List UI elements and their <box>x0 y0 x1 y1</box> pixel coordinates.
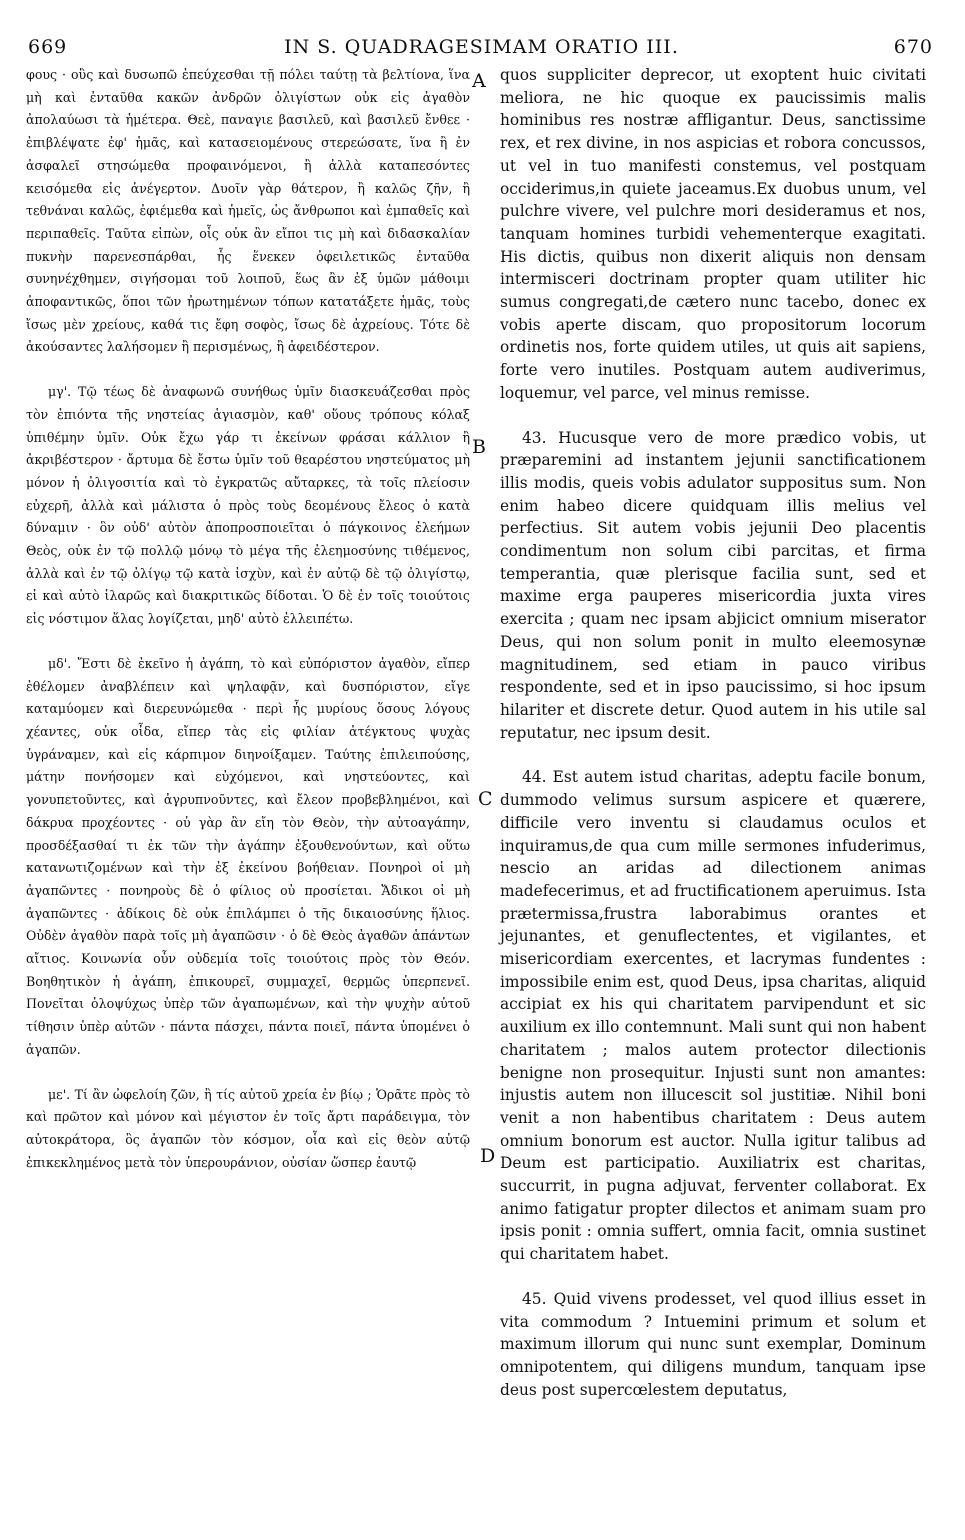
latin-paragraph: 45. Quid vivens prodesset, vel quod illius esset in vita commodum ? Intuemini primum et solum et maximum illorum qui nunc sunt exemplar, Dominum omnipotentem, qui diligens mundum, tanquam ipse deus post supercœlestem deputatus, <box>500 1289 926 1399</box>
section-marker-a: A <box>472 70 486 92</box>
section-marker-b: B <box>472 436 486 458</box>
greek-paragraph: μγ'. Τῷ τέως δὲ ἀναφωνῶ συνήθως ὑμῖν διασκευάζεσθαι πρὸς τὸν ἐπιόντα τῆς νηστείας ἁγιασμὸν, καθ' οὕους τρόπους κόλαξ ὑπιθέμην ὑμῖν. Οὐκ ἔχω γάρ τι ἐκείνων φράσαι κάλλιον ἢ ἀκριβέστερον · ἄρτυμα δὲ ἔστω ὑμῖν τοῦ θεαρέστου νηστεύματος μὴ μόνον ἡ ὀλιγοσιτία καὶ τὸ ἐγκρατῶς αὔταρκες, τὰ τοῖς πλείοσιν εὐχερῆ, ἀλλὰ καὶ μάλιστα ὁ πρὸς τοὺς δεομένους ἔλεος ὁ κατὰ δύναμιν · ὃν οὐδ' αὐτὸν ἀποπροσποιεῖται ὁ πάγκοινος ἐλεήμων Θεὸς, οὐκ ἐν τῷ πολλῷ μόνῳ τὸ μέγα τῆς ἐλεημοσύνης τιθέμενος, ἀλλὰ καὶ ἐν τῷ ὀλίγῳ τῷ κατὰ ἰσχὺν, καὶ ἐν αὐτῷ δὲ τῷ ὀλιγίστῳ, εἰ καὶ αὐτὸ ἱλαρῶς καὶ διακριτικῶς δίδοται. Ὁ δὲ ἐν τοῖς τοιούτοις εἰς νόστιμον ἅλας λογίζεται, μηδ' αὐτὸ ἐλλειπέτω. <box>26 384 470 627</box>
latin-paragraph: quos suppliciter deprecor, ut exoptent huic civitati meliora, ne hic quoque ex paucissimis malis hominibus res nostræ affligantur. Deus, sanctissime rex, et rex divine, in nos aspicias et robora concussos, ut vel in tuo manifesti constemus, vel postquam occiderimus,in quiete jaceamus.Ex duobus unum, vel pulchre vivere, vel pulchre mori desideramus et nos, tanquam homines turbidi vehementerque exagitati. His dictis, quibus non dixerit aliquis non densam intermisceri doctrinam propter quam utiliter hic sumus congregati,de cætero nunc tacebo, donec ex vobis aperte discam, quo propositorum locorum ordinetis nos, forte quidem utiles, ut quis ait sapiens, forte vero inutiles. Postquam autem audiverimus, loquemur, vel parce, vel minus remisse. <box>500 66 926 402</box>
greek-paragraph: με'. Τί ἂν ὠφελοίη ζῶν, ἢ τίς αὐτοῦ χρεία ἐν βίῳ ; Ὁρᾶτε πρὸς τὸ καὶ πρῶτον καὶ μόνον καὶ μέγιστον ἐν τοῖς ἄρτι παράδειγμα, τὸν αὐτοκράτορα, ὃς ἀγαπῶν τὸν κόσμον, οἷα καὶ εἰς θεὸν αὐτῷ ἐπικεκλημένος μετὰ τὸν ὑπερουράνιον, οὐσίαν ὥσπερ ἑαυτῷ <box>26 1086 470 1170</box>
latin-paragraph: 44. Est autem istud charitas, adeptu facile bonum, dummodo velimus sursum aspicere et quærere, difficile vero inventu si claudamus oculos et inquiramus,de qua cum mille sermones infuderimus, nescio an aridas ad dilectionem animas madefecerimus, et ad fructificationem aperuimus. Ista prætermissa,frustra laborabimus orantes et jejunantes, et genuflectentes, et vigilantes, et misericordiam exercentes, et lacrymas fundentes : impossibile enim est, quod Deus, ipsa charitas, aliquid accipiat ex his qui charitatem parvipendunt et sic auxilium ex illo contemnunt. Mali sunt qui non habent charitatem ; malos autem protector dilectionis benigne non prosequitur. Injusti sunt non amantes: injustis autem non illucescit sol justitiæ. Nihil boni venit a non habentibus charitatem : Deus autem omnium bonorum est auctor. Nulla igitur talibus ad Deum est participatio. Auxiliatrix est charitas, succurrit, in pugna adjuvat, ferventer collaborat. Ex animo fatigatur propter dilectos et animam suam pro ipsis ponit : omnia suffert, omnia facit, omnia sustinet qui charitatem habet. <box>500 768 926 1264</box>
running-title: IN S. QUADRAGESIMAM ORATIO III. <box>284 36 679 58</box>
latin-column <box>500 64 926 1401</box>
latin-paragraph: 43. Hucusque vero de more prædico vobis, ut præparemini ad instantem jejunii sanctificationem illis modis, queis vobis adulator suppositus sum. Non enim habeo dicere quidquam illis melius vel perfectius. Sit autem vobis jejunii Deo placentis condimentum non solum cibi parcitas, et firma temperantia, quæ plerisque facilia sunt, sed et maxime erga pauperes misericordia juxta vires exercita ; quam nec ipsam abjicict omnium miserator Deus, qui non solum ponit in multo eleemosynæ magnitudinem, sed etiam in pauco viribus respondente, sed et in ipso paucissimo, si hoc ipsum hilariter et discrete detur. Quod autem in his utile sal reputatur, nec ipsum desit. <box>500 428 926 742</box>
greek-paragraph: μδ'. Ἔστι δὲ ἐκεῖνο ἡ ἀγάπη, τὸ καὶ εὐπόριστον ἀγαθὸν, εἴπερ ἐθέλομεν ἀναβλέπειν καὶ ψηλαφᾷν, καὶ δυσπόριστον, εἴγε καταμύομεν καὶ διερευνώμεθα · περὶ ἧς μυρίους ὅσους λόγους χέαντες, οὐκ οἶδα, εἴπερ τὰς εἰς φιλίαν ἀτέγκτους ψυχὰς ὑγράναμεν, καὶ εἰς κάρπιμον διηνοίξαμεν. Ταύτης ἐπιλειπούσης, μάτην πονήσομεν καὶ εὐχόμενοι, καὶ νηστεύοντες, καὶ γονυπετοῦντες, καὶ ἀγρυπνοῦντες, καὶ ἔλεον προβεβλημένοι, καὶ δάκρυα προχέοντες · οὐ γὰρ ἂν εἴη τὸν Θεὸν, τὴν αὐτοαγάπην, προσδέξασθαί τι ἐκ τῶν τὴν ἀγάπην ἐξουθενούντων, καὶ οὕτω κατανωτιζομένων καὶ τὴν ἐξ ἐκείνου βοήθειαν. Πονηροὶ οἱ μὴ ἀγαπῶντες · πονηροὺς δὲ ὁ φίλιος οὐ προσίεται. Ἄδικοι οἱ μὴ ἀγαπῶντες · ἀδίκοις δὲ οὐκ ἐπιλάμπει ὁ τῆς δικαιοσύνης ἥλιος. Οὐδὲν ἀγαθὸν παρὰ τοῖς μὴ ἀγαπῶσιν · ὁ δὲ Θεὸς ἀγαθῶν ἁπάντων αἴτιος. Κοινωνία οὖν οὐδεμία τοῖς τοιούτοις πρὸς τὸν Θεόν. Βοηθητικὸν ἡ ἀγάπη, ἐπικουρεῖ, συμμαχεῖ, θερμῶς ὑπερπενεῖ. Πονεῖται ὁλοψύχως ὑπὲρ τῶν ἀγαπωμένων, καὶ τὴν ψυχὴν αὐτοῦ τίθησιν ὑπὲρ αὐτῶν · πάντα πάσχει, πάντα ποιεῖ, πάντα ὑπομένει ὁ ἀγαπῶν. <box>26 655 470 1057</box>
page-number-right: 670 <box>893 36 933 58</box>
running-header <box>22 36 941 62</box>
section-marker-d: D <box>480 1145 496 1167</box>
greek-paragraph: φους · οὓς καὶ δυσωπῶ ἐπεύχεσθαι τῇ πόλει ταύτῃ τὰ βελτίονα, ἵνα μὴ καὶ ἐνταῦθα κακῶν ἀνδρῶν ὀλιγίστων οὐκ εἰς ἀγαθὸν ἀπολαύωσι τὰ ἡμέτερα. Θεὲ, παναγιε βασιλεῦ, καὶ βασιλεῦ ἔνθεε · ἐπιβλέψατε ἐφ' ἡμᾶς, καὶ κατασειομένους στερεώσατε, ἵνα ἢ ἐν ἀσφαλεῖ στησώμεθα προφαινόμενοι, ἢ ἀλλὰ καταπεσόντες κεισόμεθα εἰς ἀνέγερτον. Δυοῖν γὰρ θάτερον, ἢ καλῶς ζῆν, ἢ τεθνάναι καλῶς, ἐφιέμεθα καὶ ἡμεῖς, ὡς ἄνθρωποι καὶ ἐμπαθεῖς καὶ περιπαθεῖς. Ταῦτα εἰπὼν, οἷς οὐκ ἂν εἴποι τις μὴ καὶ διδασκαλίαν πυκνὴν παρενεσπάρθαι, ἧς ἕνεκεν ὀφειλετικῶς ἐνταῦθα συνηνέχθημεν, σιγήσομαι τοῦ λοιποῦ, ἕως ἂν ἐξ ὑμῶν μάθοιμι ἀποφαντικῶς, ὅποι τῶν ἠρωτημένων τόπων κατατάξετε ἡμᾶς, τοὺς ἴσως μὲν χρείους, καθά τις ἔφη σοφὸς, ἴσως δὲ ἀχρείους. Τότε δὲ ἀκούσαντες λαλήσομεν ἢ περισμένως, ἢ ἀφειδέστερον. <box>26 67 470 355</box>
greek-column <box>26 64 470 1174</box>
page-number-left: 669 <box>28 36 68 58</box>
section-marker-c: C <box>478 788 493 810</box>
